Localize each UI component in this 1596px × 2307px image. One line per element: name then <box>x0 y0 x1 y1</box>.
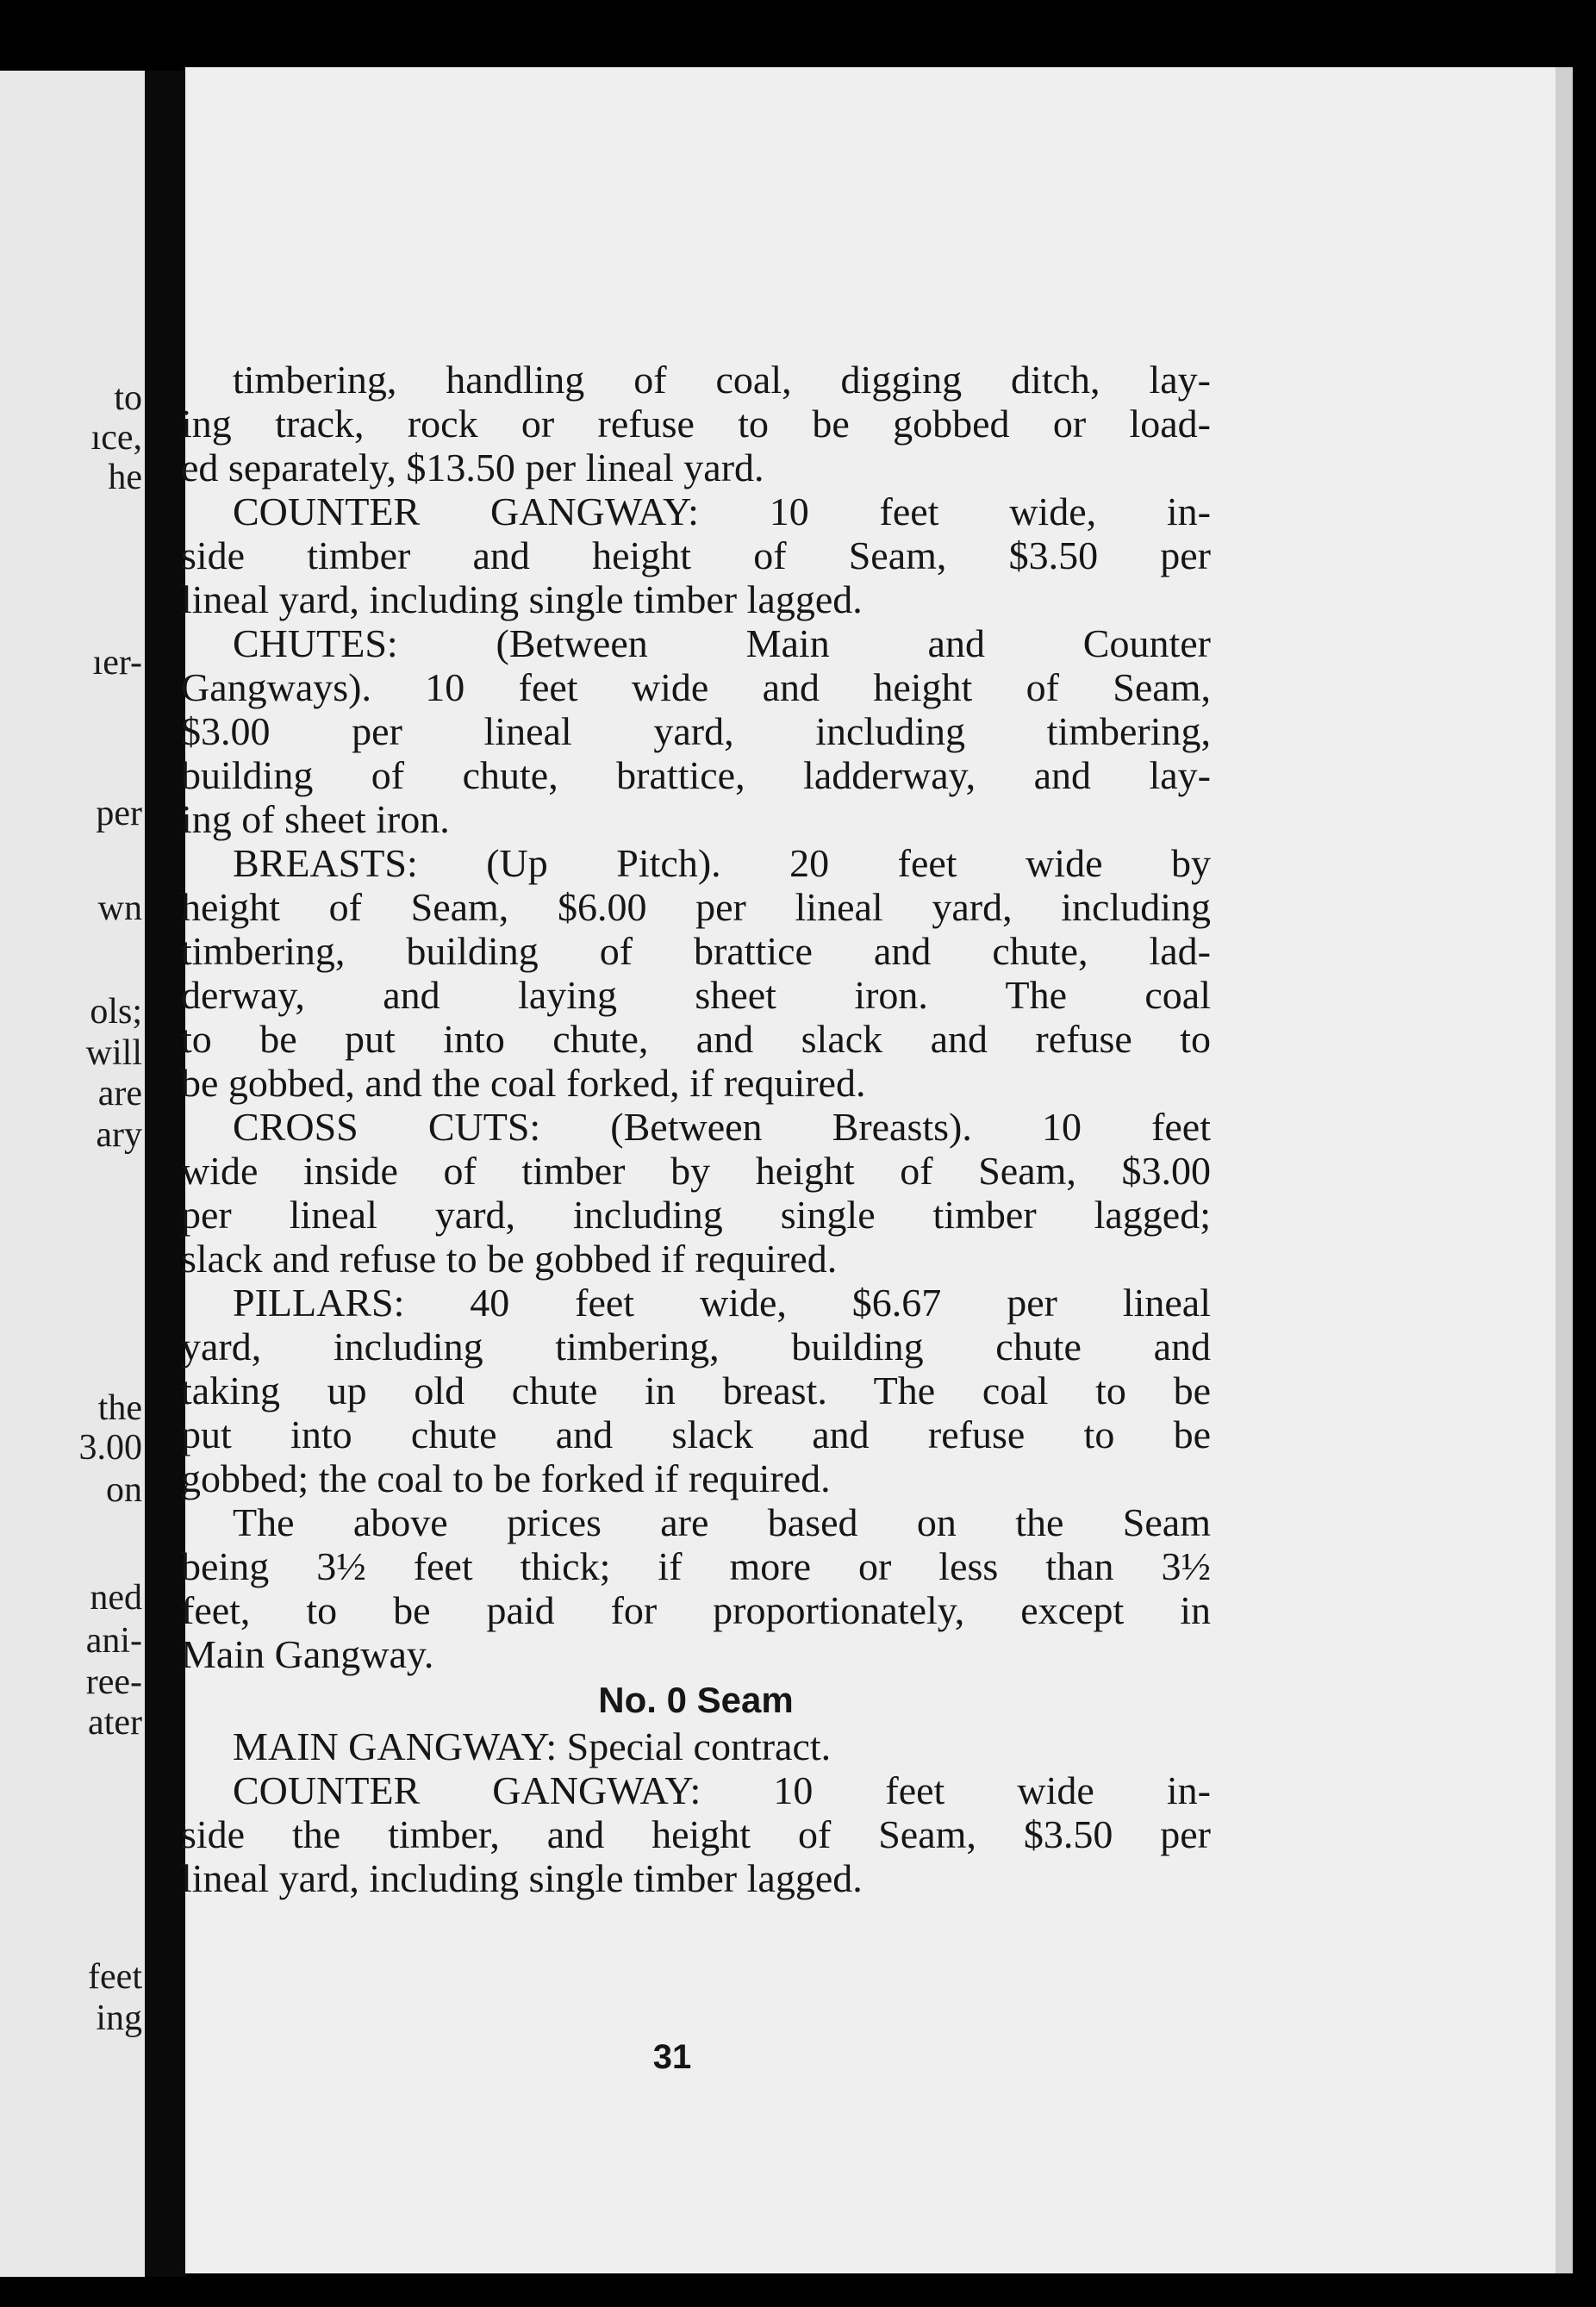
paragraph <box>181 1500 1211 1676</box>
text-line: wide inside of timber by height of Seam, $3.00 <box>181 1149 1211 1193</box>
text-line: Gangways). 10 feet wide and height of Seam, <box>181 665 1211 709</box>
text-line: slack and refuse to be gobbed if required. <box>181 1237 838 1281</box>
facing-page-fragment: feet <box>88 1957 142 1997</box>
page-body <box>181 358 1211 1900</box>
facing-page-fragment: ıer- <box>92 643 142 683</box>
text-line: side timber and height of Seam, $3.50 per <box>181 533 1211 577</box>
facing-page-fragment: will <box>85 1033 142 1073</box>
paragraph <box>181 841 1211 1105</box>
paragraph <box>181 1105 1211 1281</box>
text-line: yard, including timbering, building chute and <box>181 1325 1211 1369</box>
text-line: ing track, rock or refuse to be gobbed or load- <box>181 402 1211 446</box>
text-line: lineal yard, including single timber lagged. <box>181 577 863 621</box>
facing-page-fragment: on <box>106 1470 142 1510</box>
text-line: CHUTES: (Between Main and Counter <box>233 621 1211 665</box>
text-line: height of Seam, $6.00 per lineal yard, including <box>181 885 1211 929</box>
text-line: timbering, building of brattice and chute, lad- <box>181 929 1211 973</box>
facing-page-fragment: he <box>108 458 142 497</box>
text-line: COUNTER GANGWAY: 10 feet wide in- <box>233 1768 1211 1812</box>
text-line: MAIN GANGWAY: Special contract. <box>233 1724 832 1768</box>
page-number: 31 <box>652 2038 692 2076</box>
text-line: Main Gangway. <box>181 1632 434 1676</box>
text-line: gobbed; the coal to be forked if required. <box>181 1456 831 1500</box>
paragraph <box>181 358 1211 489</box>
facing-page-fragment: to <box>114 378 142 418</box>
text-line: timbering, handling of coal, digging ditch, lay- <box>233 358 1211 402</box>
text-line: lineal yard, including single timber lagged. <box>181 1856 863 1900</box>
text-line: $3.00 per lineal yard, including timbering, <box>181 709 1211 753</box>
facing-page-fragment: are <box>97 1074 142 1113</box>
facing-page-fragment: the <box>97 1388 142 1428</box>
facing-page-fragment: 3.00 <box>78 1428 142 1468</box>
text-line: ed separately, $13.50 per lineal yard. <box>181 446 764 489</box>
facing-page-fragment: ing <box>96 1998 142 2038</box>
text-line: taking up old chute in breast. The coal to be <box>181 1369 1211 1412</box>
text-line: to be put into chute, and slack and refuse to <box>181 1017 1211 1061</box>
paragraph <box>181 1724 1211 1768</box>
text-line: The above prices are based on the Seam <box>233 1500 1211 1544</box>
facing-page-fragment: ary <box>96 1115 142 1155</box>
paragraph <box>181 1768 1211 1900</box>
text-line: put into chute and slack and refuse to be <box>181 1412 1211 1456</box>
page-edge-shadow <box>1555 67 1573 2273</box>
facing-page-fragment: ıce, <box>90 418 142 458</box>
facing-page-edge <box>0 71 151 2277</box>
facing-page-fragment: ani- <box>85 1621 142 1661</box>
text-line: BREASTS: (Up Pitch). 20 feet wide by <box>233 841 1211 885</box>
section-heading: No. 0 Seam <box>598 1680 794 1720</box>
text-line: be gobbed, and the coal forked, if required. <box>181 1061 866 1105</box>
facing-page-fragment: ols; <box>90 992 142 1032</box>
facing-page-fragment: ater <box>88 1703 142 1743</box>
text-line: feet, to be paid for proportionately, except in <box>181 1588 1211 1632</box>
paragraph <box>181 621 1211 841</box>
text-line: side the timber, and height of Seam, $3.50 per <box>181 1812 1211 1856</box>
text-line: COUNTER GANGWAY: 10 feet wide, in- <box>233 489 1211 533</box>
paragraph <box>181 489 1211 621</box>
facing-page-fragment: ree- <box>85 1662 142 1702</box>
text-line: per lineal yard, including single timber lagged; <box>181 1193 1211 1237</box>
text-line: being 3½ feet thick; if more or less than 3½ <box>181 1544 1211 1588</box>
text-line: derway, and laying sheet iron. The coal <box>181 973 1211 1017</box>
facing-page-fragment: ned <box>90 1578 142 1618</box>
paragraph <box>181 1281 1211 1500</box>
facing-page-fragment: wn <box>97 889 142 928</box>
text-line: CROSS CUTS: (Between Breasts). 10 feet <box>233 1105 1211 1149</box>
text-line: PILLARS: 40 feet wide, $6.67 per lineal <box>233 1281 1211 1325</box>
text-line: building of chute, brattice, ladderway, and lay- <box>181 753 1211 797</box>
facing-page-fragment: per <box>96 794 142 833</box>
text-line: ing of sheet iron. <box>181 797 450 841</box>
